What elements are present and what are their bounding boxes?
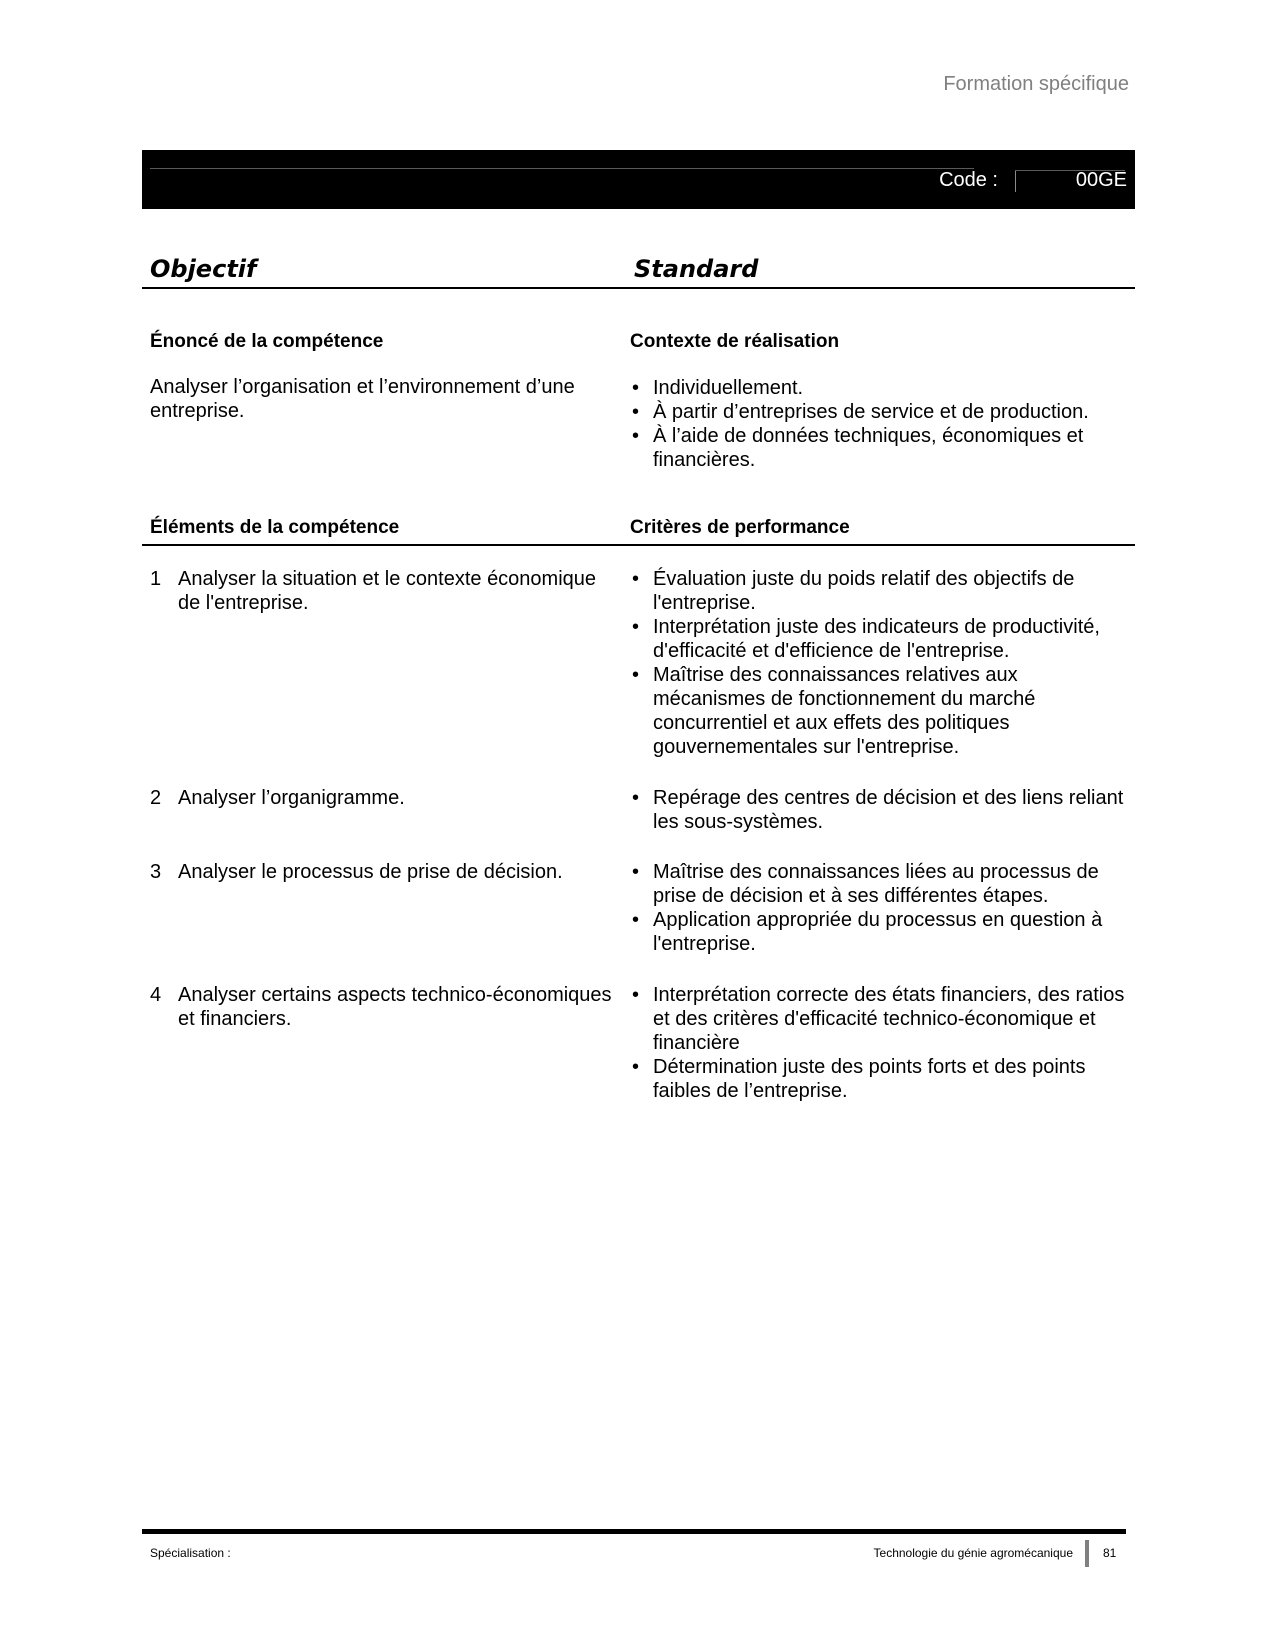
criteria-list-2 <box>630 786 1130 834</box>
footer-rule <box>142 1529 1126 1534</box>
footer-divider <box>1085 1540 1089 1567</box>
footer-program: Technologie du génie agromécanique <box>873 1546 1073 1560</box>
element-number: 2 <box>150 787 162 809</box>
contexte-title: Contexte de réalisation <box>630 331 840 352</box>
heading-standard: Standard <box>634 255 759 283</box>
list-item: • Évaluation juste du poids relatif des objectifs de l'entreprise. <box>630 567 1130 615</box>
element-number: 3 <box>150 861 162 883</box>
element-item-2 <box>150 786 620 810</box>
list-item: • Repérage des centres de décision et des liens reliant les sous-systèmes. <box>630 786 1130 834</box>
criteria-list-3 <box>630 860 1130 956</box>
code-separator <box>1015 170 1016 192</box>
element-number: 1 <box>150 568 162 590</box>
contexte-list <box>630 376 1130 472</box>
element-text: Analyser la situation et le contexte économique de l'entreprise. <box>178 568 597 614</box>
page-number: 81 <box>1103 1546 1117 1560</box>
elements-rule <box>142 544 1135 546</box>
element-item-1 <box>150 567 620 615</box>
criteres-title: Critères de performance <box>630 517 850 538</box>
list-item: • Interprétation correcte des états financiers, des ratios et des critères d'efficacité technico-économique et financière <box>630 983 1130 1055</box>
list-item: • Application appropriée du processus en question à l'entreprise. <box>630 908 1130 956</box>
criteria-list-4 <box>630 983 1130 1103</box>
section-label: Formation spécifique <box>943 73 1129 95</box>
code-bar <box>142 150 1135 209</box>
list-item: • Maîtrise des connaissances liées au processus de prise de décision et à ses différentes étapes. <box>630 860 1130 908</box>
heading-rule <box>142 287 1135 289</box>
element-item-4 <box>150 983 620 1031</box>
element-item-3 <box>150 860 620 884</box>
element-text: Analyser le processus de prise de décision. <box>178 861 563 883</box>
element-number: 4 <box>150 984 162 1006</box>
element-text: Analyser l’organigramme. <box>178 787 405 809</box>
footer-specialisation: Spécialisation : <box>150 1546 231 1560</box>
list-item: • À partir d’entreprises de service et de production. <box>630 400 1130 424</box>
criteria-list-1 <box>630 567 1130 759</box>
code-bar-line <box>150 168 974 169</box>
list-item: • Détermination juste des points forts et des points faibles de l’entreprise. <box>630 1055 1130 1103</box>
list-item: • Interprétation juste des indicateurs de productivité, d'efficacité et d'efficience de l'entreprise. <box>630 615 1130 663</box>
code-label: Code : <box>939 169 998 191</box>
enonce-title: Énoncé de la compétence <box>150 331 384 352</box>
list-item: • À l’aide de données techniques, économiques et financières. <box>630 424 1130 472</box>
heading-objectif: Objectif <box>150 255 257 283</box>
list-item: • Individuellement. <box>630 376 1130 400</box>
list-item: • Maîtrise des connaissances relatives aux mécanismes de fonctionnement du marché concurrentiel et aux effets des politiques gouvernementales sur l'entreprise. <box>630 663 1130 759</box>
elements-title: Éléments de la compétence <box>150 517 400 538</box>
enonce-text: Analyser l’organisation et l’environnement d’une entreprise. <box>150 376 575 422</box>
code-value: 00GE <box>1075 169 1127 191</box>
element-text: Analyser certains aspects technico-économiques et financiers. <box>178 984 612 1030</box>
